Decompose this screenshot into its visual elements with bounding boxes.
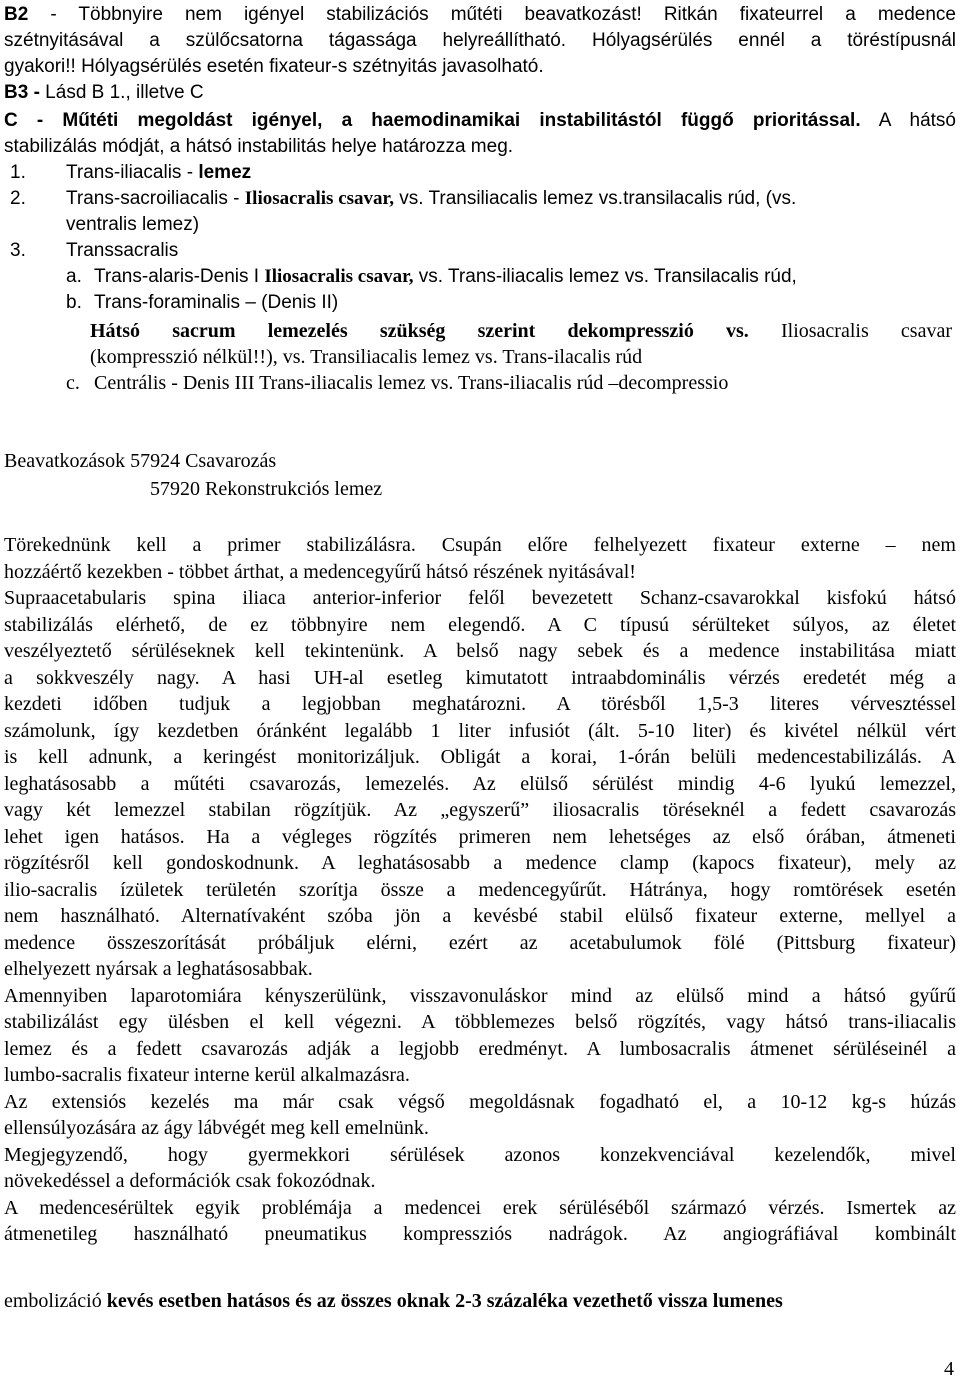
b2-text-1: - Többnyire nem igényel stabilizációs műtéti beavatkozást! Ritkán fixateurrel a medence	[28, 4, 956, 25]
c-text-2: stabilizálás módját, a hátsó instabilitás helye határozza meg.	[4, 136, 514, 157]
paragraph-line: kezdeti időben tudjuk a legjobban meghatározni. A törésből 1,5-3 literes vérvesztéssel	[4, 693, 956, 715]
list-number: 1.	[10, 162, 26, 183]
paragraph-line: lehet igen hatásos. Ha a végleges rögzítés primeren nem lehetséges az első órában, átmeneti	[4, 825, 956, 848]
b2-text-3: gyakori!! Hólyagsérülés esetén fixateur-s szétnyitás javasolható.	[4, 56, 544, 77]
paragraph-line: vagy két lemezzel stabilan rögzítjük. Az „egyszerű” iliosacralis töréseknél a fedett csavarozás	[4, 799, 956, 821]
last-line: embolizáció kevés esetben hatásos és az összes oknak 2-3 százaléka vezethető vissza lumenes	[4, 1290, 783, 1312]
paragraph-line: is kell adnunk, a keringést monitorizáljuk. Obligát a korai, 1-órán belüli medencestabilizálás. A	[4, 746, 956, 768]
list-text: Trans-iliacalis - lemez	[66, 162, 252, 183]
paragraph-line: lumbo-sacralis fixateur interne kerül alkalmazásra.	[4, 1064, 410, 1086]
sub-label: b.	[66, 292, 82, 313]
sub-label: a.	[66, 266, 82, 287]
paragraph-line: átmenetileg használható pneumatikus kompressziós nadrágok. Az angiográfiával kombinált	[4, 1223, 956, 1245]
paragraph-line: stabilizálást egy ülésben el kell végezni. A többlemezes belső rögzítés, vagy hátsó trans-iliacalis	[4, 1011, 956, 1033]
list-number: 3.	[10, 240, 26, 261]
paragraph-line: ellensúlyozására az ágy lábvégét meg kell emelnünk.	[4, 1117, 429, 1139]
paragraph-line: medence összeszorítását próbáljuk elérni, ezért az acetabulumok fölé (Pittsburg fixateur)	[4, 931, 956, 954]
paragraph-line: lemez és a fedett csavarozás adják a legjobb eredményt. A lumbosacralis átmenet sérüléseinél a	[4, 1037, 956, 1060]
list-number: 2.	[10, 188, 26, 209]
paragraph-line: nem használható. Alternatívaként szóba jön a kevésbé stabil elülső fixateur externe, mellyel a	[4, 905, 956, 927]
c-line-1	[4, 108, 956, 134]
sub-label: c.	[66, 372, 80, 394]
list-text: Transsacralis	[66, 240, 179, 261]
paragraph-line: Megjegyzendő, hogy gyermekkori sérülések azonos konzekvenciával kezelendők, mivel	[4, 1143, 956, 1166]
paragraph-line: Törekednünk kell a primer stabilizálásra. Csupán előre felhelyezett fixateur externe – nem	[4, 534, 956, 556]
paragraph-line: elhelyezett nyársak a leghatásosabbak.	[4, 958, 313, 980]
paragraph-line: ilio-sacralis ízületek területén szorítja össze a medencegyűrűt. Hátránya, hogy romtörések esetén	[4, 878, 956, 901]
sub-text: Centrális - Denis III Trans-iliacalis lemez vs. Trans-iliacalis rúd –decompressio	[94, 372, 729, 394]
paragraph-line: számolunk, így kezdetben óránként legalább 1 liter infusiót (ált. 5-10 liter) és kivétel nélkül vért	[4, 719, 956, 742]
c-bold-text: C - Műtéti megoldást igényel, a haemodinamikai instabilitástól függő prioritással.	[4, 110, 861, 131]
b2-text-2: szétnyitásával a szülőcsatorna tágassága helyreállítható. Hólyagsérülés ennél a töréstípusnál	[4, 30, 956, 51]
interventions-line-2: 57920 Rekonstrukciós lemez	[150, 478, 383, 500]
sub-item-b-line-2: Hátsó sacrum lemezelés szükség szerint dekompresszió vs. Iliosacralis csavar	[90, 320, 952, 342]
b3-label: B3 -	[4, 82, 40, 103]
list-text: ventralis lemez)	[66, 214, 200, 235]
paragraph-line: rögzítésről kell gondoskodnunk. A leghatásosabb a medence clamp (kapocs fixateur), mely az	[4, 852, 956, 874]
paragraph-line: Az extensiós kezelés ma már csak végső megoldásnak fogadható el, a 10-12 kg-s húzás	[4, 1090, 956, 1113]
b2-label: B2	[4, 4, 29, 25]
paragraph-line: hozzáértő kezekben - többet árthat, a medencegyűrű hátsó részének nyitásával!	[4, 560, 636, 583]
paragraph-line: Amennyiben laparotomiára kényszerülünk, visszavonuláskor mind az elülső mind a hátsó gyűrű	[4, 984, 956, 1007]
b2-line-1	[4, 2, 956, 28]
paragraph-line: veszélyeztető sérüléseknek kell tekintenünk. A belső nagy sebek és a medence instabilitása miatt	[4, 640, 956, 662]
paragraph-line: növekedéssel a deformációk csak fokozódnak.	[4, 1170, 376, 1192]
interventions-line-1: Beavatkozások 57924 Csavarozás	[4, 450, 277, 472]
paragraph-line: a sokkveszély nagy. A hasi UH-al esetleg kimutatott intraabdominális vérzés eredetét még a	[4, 666, 956, 689]
list-text: Trans-sacroiliacalis - Iliosacralis csavar, vs. Transiliacalis lemez vs.transilacalis rúd, (vs.	[66, 188, 797, 209]
b2-line-2	[4, 28, 956, 54]
b3-text: Lásd B 1., illetve C	[39, 82, 204, 103]
paragraph-line: stabilizálás elérhető, de ez többnyire nem elegendő. A C típusú sérülteket súlyos, az életet	[4, 613, 956, 636]
b3-line	[4, 80, 956, 106]
paragraph-line: leghatásosabb a műtéti csavarozás, lemezelés. Az elülső sérülést mindig 4-6 lyukú lemezzel,	[4, 772, 956, 795]
sub-text: Trans-foraminalis – (Denis II)	[94, 292, 339, 313]
sub-item-b-line-3: (kompresszió nélkül!!), vs. Transiliacalis lemez vs. Trans-ilacalis rúd	[90, 346, 643, 368]
page-number: 4	[944, 1358, 954, 1380]
paragraph-line: A medencesérültek egyik problémája a medencei erek sérüléséből származó vérzés. Ismertek az	[4, 1196, 956, 1219]
c-line-2	[4, 134, 956, 160]
c-rest-text: A hátsó	[860, 110, 956, 131]
sub-text: Trans-alaris-Denis I Iliosacralis csavar, vs. Trans-iliacalis lemez vs. Transilacalis rúd,	[94, 266, 797, 287]
b2-line-3	[4, 54, 956, 80]
paragraph-line: Supraacetabularis spina iliaca anterior-inferior felől bevezetett Schanz-csavarokkal kisfokú hátsó	[4, 587, 956, 609]
